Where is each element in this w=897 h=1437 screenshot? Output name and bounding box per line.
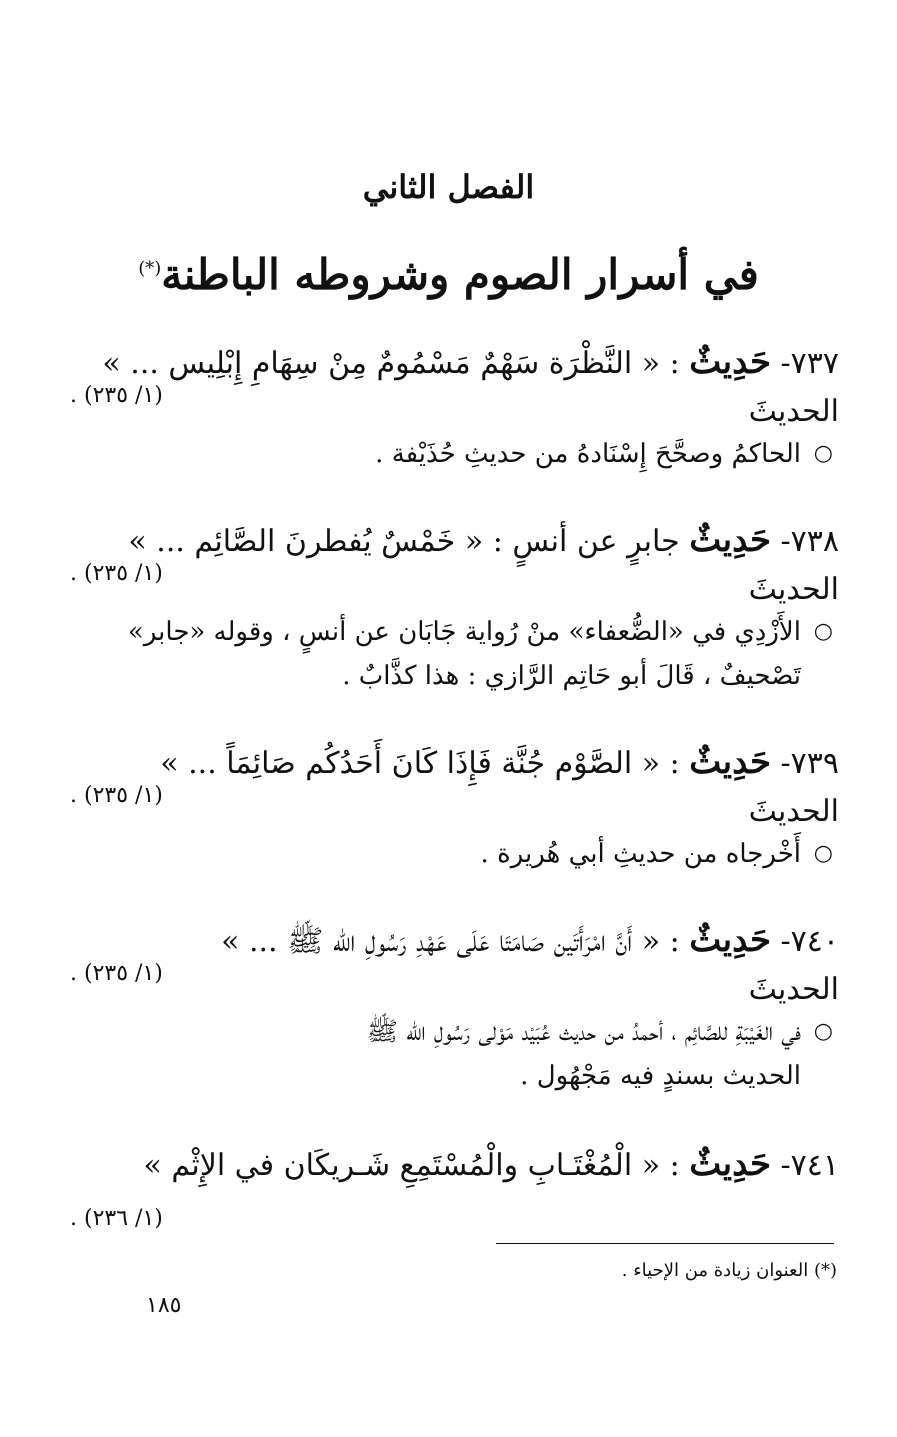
entry-reference: (١/ ٢٣٦) . xyxy=(70,1206,163,1231)
entry-text: : « الْمُغْتَـابِ والْمُسْتَمِعِ شَـريكَان في الإِثْم » xyxy=(143,1148,680,1183)
hadith-word: الحديثَ xyxy=(748,794,839,829)
note-text-continued: الحديث بسندٍ فيه مَجْهُول . xyxy=(520,1061,801,1091)
footnote-divider xyxy=(496,1243,834,1244)
entry-reference: (١/ ٢٣٥) . xyxy=(70,961,163,986)
entry-note xyxy=(70,432,833,476)
entry-number: ٧٣٧- xyxy=(780,346,839,381)
section-title-text: في أسرار الصوم وشروطه الباطنة xyxy=(161,250,759,299)
entry-reference: (١/ ٢٣٥) . xyxy=(70,383,163,408)
hadith-word: الحديثَ xyxy=(748,572,839,607)
entry-text: : « أَنَّ امْرَأَتَين صَامَتَا عَلَى عَهْدِ رَسُولِ الله ﷺ ... » xyxy=(221,924,680,959)
hadith-word: الحديثَ xyxy=(748,972,839,1007)
entry-keyword: حَدِيثٌ xyxy=(689,342,771,382)
entry-keyword: حَدِيثٌ xyxy=(689,1144,771,1184)
entry-reference: (١/ ٢٣٥) . xyxy=(70,783,163,808)
footnote: (*) العنوان زيادة من الإحياء . xyxy=(621,1260,837,1281)
circle-bullet-icon: ○ xyxy=(813,441,833,466)
entry-text: جابرٍ عن أنسٍ : « خَمْسٌ يُفطرنَ الصَّائِم ... » xyxy=(128,524,680,559)
hadith-entry-737 xyxy=(70,340,839,476)
circle-bullet-icon: ○ xyxy=(813,1019,833,1044)
entry-number: ٧٣٩- xyxy=(780,746,839,781)
entry-keyword: حَدِيثٌ xyxy=(689,920,771,960)
entry-number: ٧٣٨- xyxy=(780,524,839,559)
page-number: ١٨٥ xyxy=(146,1293,182,1318)
note-text: أَخْرجاه من حديثِ أبي هُريرة . xyxy=(480,839,801,869)
note-text: الحاكمُ وصحَّحَ إِسْنَادهُ من حديثِ حُذَيْفة . xyxy=(375,439,801,469)
note-text: الأَزْدِي في «الضُّعفاء» منْ رُواية جَابَان عن أنسٍ ، وقوله «جابر» xyxy=(127,617,801,647)
entry-heading xyxy=(70,518,839,562)
entry-heading xyxy=(70,918,839,962)
note-text-continued: تَصْحيفٌ ، قَالَ أبو حَاتِم الرَّازي : هذا كذَّابٌ . xyxy=(342,661,801,691)
entry-number: ٧٤١- xyxy=(780,1148,839,1183)
circle-bullet-icon: ○ xyxy=(813,619,833,644)
section-title xyxy=(0,250,897,299)
entry-note xyxy=(70,832,833,876)
hadith-word: الحديثَ xyxy=(748,394,839,429)
entry-number: ٧٤٠- xyxy=(780,924,839,959)
hadith-entry-738 xyxy=(70,518,839,698)
hadith-entry-740 xyxy=(70,918,839,1098)
entry-text: : « الصَّوْم جُنَّة فَإِذَا كَانَ أَحَدُكُم صَائِمَاً ... » xyxy=(160,746,680,781)
entry-keyword: حَدِيثٌ xyxy=(689,742,771,782)
entry-keyword: حَدِيثٌ xyxy=(689,520,771,560)
entry-note xyxy=(70,1010,833,1098)
entry-hadith-line xyxy=(70,384,839,428)
circle-bullet-icon: ○ xyxy=(813,841,833,866)
section-title-mark: (*) xyxy=(138,258,162,279)
entry-text: : « النَّظْرَة سَهْمٌ مَسْمُومٌ مِنْ سِهَامِ إِبْلِيس ... » xyxy=(102,346,680,381)
entry-heading xyxy=(70,1142,839,1186)
entry-heading xyxy=(70,340,839,384)
note-text: في الغَيْبَةِ للصَّائِم ، أحمدُ من حديث عُبَيْد مَوْلى رَسُولِ الله ﷺ xyxy=(366,1017,801,1047)
entry-hadith-line xyxy=(70,962,839,1006)
entry-heading xyxy=(70,740,839,784)
entry-hadith-line xyxy=(70,562,839,606)
hadith-entry-741 xyxy=(70,1142,839,1186)
hadith-entry-739 xyxy=(70,740,839,876)
entry-note xyxy=(70,610,833,698)
entry-hadith-line xyxy=(70,784,839,828)
entry-reference: (١/ ٢٣٥) . xyxy=(70,561,163,586)
chapter-title: الفصل الثاني xyxy=(362,168,535,206)
